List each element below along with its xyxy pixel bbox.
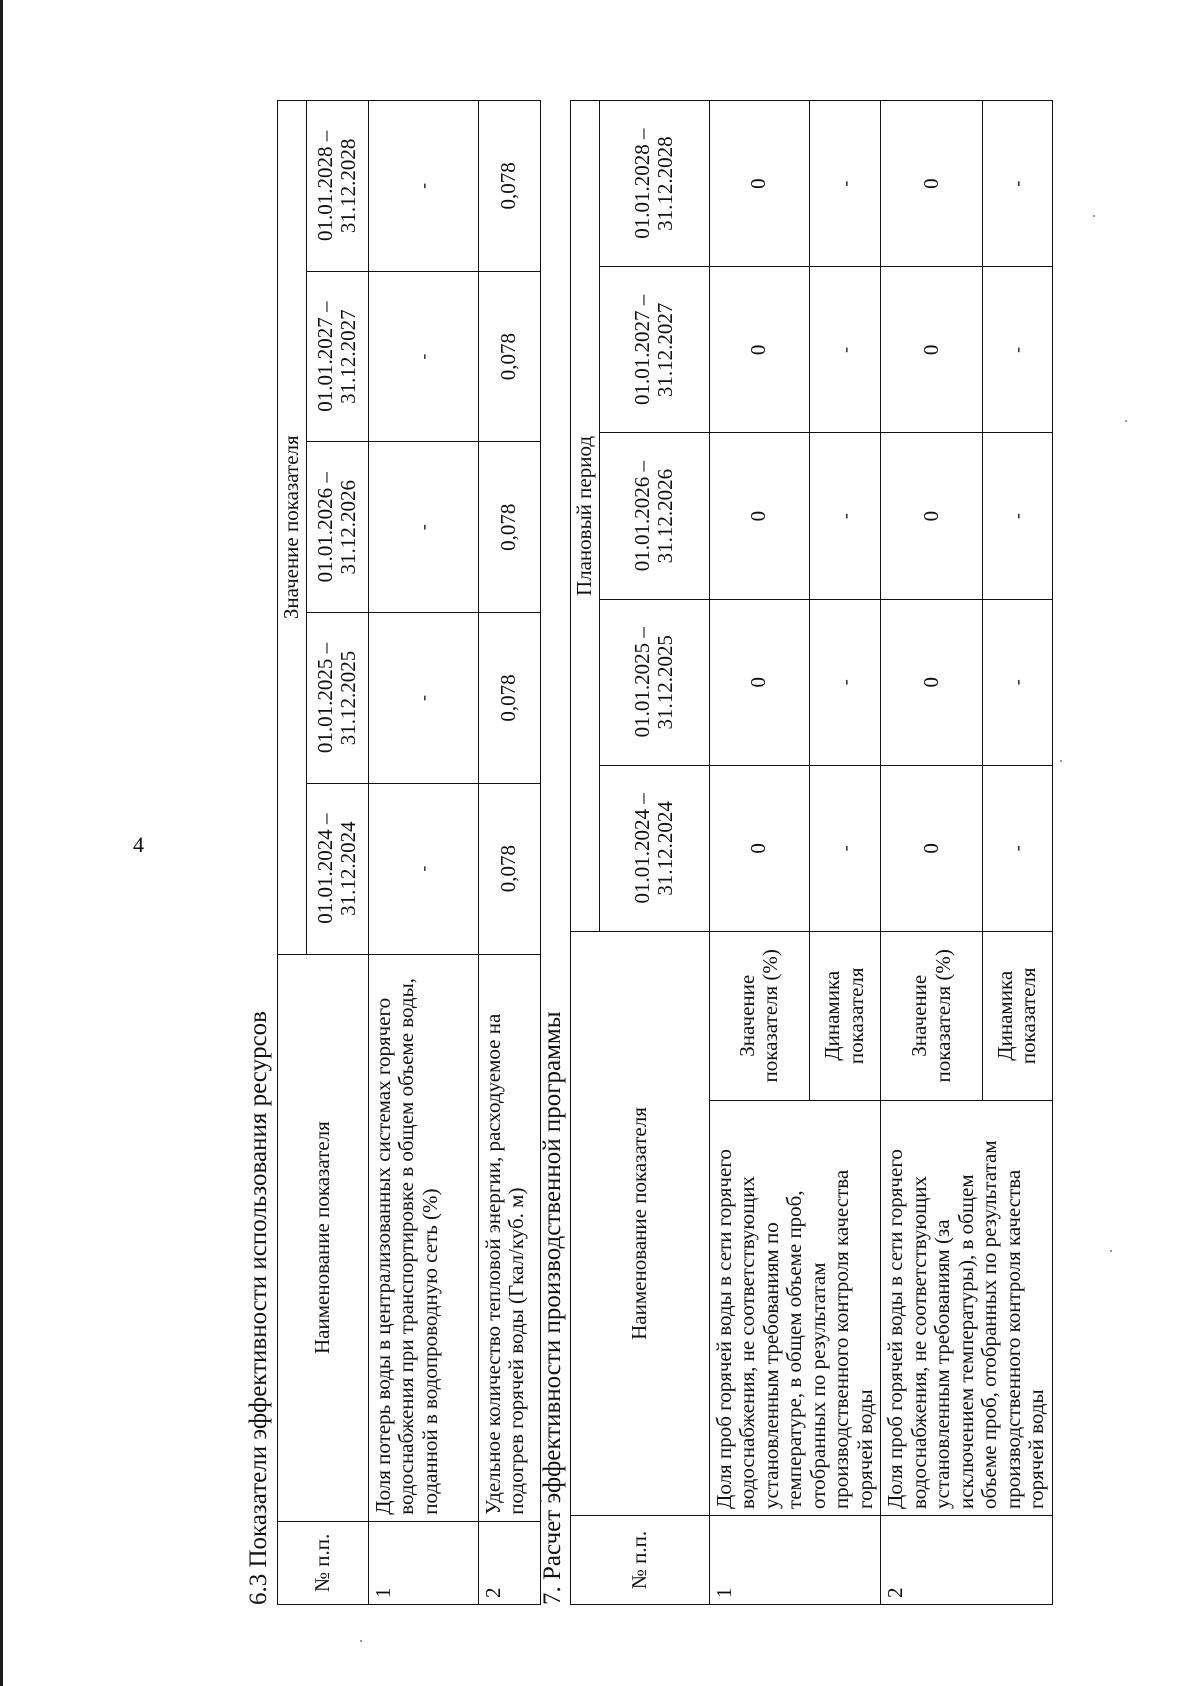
header-num: № п.п. bbox=[278, 1521, 369, 1604]
value-cell: - bbox=[983, 267, 1053, 433]
header-period: 01.01.2025 – 31.12.2025 bbox=[306, 613, 368, 784]
header-period: 01.01.2025 – 31.12.2025 bbox=[599, 599, 709, 765]
row-indicator-name: Доля проб горячей воды в сети горячего водоснабжения, не соответствующих установленным требованиям по температуре, в общем объеме проб, отобранных по результатам производственного контроля качества горячей воды bbox=[709, 1100, 881, 1515]
value-cell: 0,078 bbox=[478, 783, 540, 954]
sub-indicator-label: Значение показателя (%) bbox=[881, 931, 983, 1100]
scan-border-line bbox=[0, 0, 3, 1686]
header-period: 01.01.2024 – 31.12.2024 bbox=[599, 765, 709, 931]
value-cell: 0 bbox=[881, 599, 983, 765]
header-plan-period: Плановый период bbox=[571, 101, 600, 932]
scan-speck bbox=[360, 1640, 362, 1642]
value-cell: - bbox=[368, 101, 478, 272]
header-num: № п.п. bbox=[571, 1515, 710, 1604]
value-cell: 0 bbox=[709, 599, 809, 765]
row-num: 1 bbox=[709, 1515, 881, 1604]
header-period: 01.01.2027 – 31.12.2027 bbox=[306, 271, 368, 442]
value-cell: - bbox=[368, 613, 478, 784]
header-period: 01.01.2024 – 31.12.2024 bbox=[306, 783, 368, 954]
value-cell: - bbox=[809, 101, 881, 267]
table-row bbox=[709, 101, 809, 1605]
value-cell: 0 bbox=[881, 433, 983, 599]
value-cell: - bbox=[809, 765, 881, 931]
value-cell: 0,078 bbox=[478, 271, 540, 442]
row-num: 1 bbox=[368, 1521, 478, 1604]
program-efficiency-table bbox=[570, 100, 1053, 1605]
value-cell: 0 bbox=[709, 433, 809, 599]
table-row bbox=[881, 101, 983, 1605]
value-cell: - bbox=[983, 599, 1053, 765]
page-number: 4 bbox=[133, 832, 144, 857]
header-indicator-name: Наименование показателя bbox=[278, 954, 369, 1521]
value-cell: - bbox=[368, 442, 478, 613]
value-cell: - bbox=[983, 433, 1053, 599]
header-indicator-value: Значение показателя bbox=[278, 101, 307, 955]
header-period: 01.01.2027 – 31.12.2027 bbox=[599, 267, 709, 433]
sub-indicator-label: Значение показателя (%) bbox=[709, 931, 809, 1100]
value-cell: - bbox=[983, 765, 1053, 931]
header-period: 01.01.2028 – 31.12.2028 bbox=[306, 101, 368, 272]
section-7-title: 7. Расчет эффективности производственной программы bbox=[539, 1011, 566, 1605]
sub-indicator-label: Динамика показателя bbox=[983, 931, 1053, 1100]
value-cell: 0 bbox=[881, 101, 983, 267]
value-cell: - bbox=[809, 599, 881, 765]
value-cell: 0,078 bbox=[478, 101, 540, 272]
row-indicator-name: Доля потерь воды в централизованных системах горячего водоснабжения при транспортировке в общем объеме воды, поданной в водопроводную сеть (%) bbox=[368, 954, 478, 1521]
header-period: 01.01.2028 – 31.12.2028 bbox=[599, 101, 709, 267]
value-cell: - bbox=[983, 101, 1053, 267]
sub-indicator-label: Динамика показателя bbox=[809, 931, 881, 1100]
row-indicator-name: Доля проб горячей воды в сети горячего водоснабжения, не соответствующих установленным требованиям (за исключением температуры), в общем объеме проб, отобранных по результатам производственного контроля качества горячей воды bbox=[881, 1100, 1053, 1515]
row-indicator-name: Удельное количество тепловой энергии, расходуемое на подогрев горячей воды (Гкал/куб. м) bbox=[478, 954, 540, 1521]
header-indicator-name: Наименование показателя bbox=[571, 931, 710, 1515]
value-cell: 0 bbox=[881, 765, 983, 931]
value-cell: 0 bbox=[881, 267, 983, 433]
header-period: 01.01.2026 – 31.12.2026 bbox=[306, 442, 368, 613]
value-cell: - bbox=[809, 433, 881, 599]
value-cell: - bbox=[368, 271, 478, 442]
header-period: 01.01.2026 – 31.12.2026 bbox=[599, 433, 709, 599]
value-cell: - bbox=[809, 267, 881, 433]
value-cell: 0 bbox=[709, 267, 809, 433]
table-row bbox=[478, 101, 540, 1605]
rotated-content bbox=[230, 5, 1200, 1605]
value-cell: 0,078 bbox=[478, 613, 540, 784]
section-6-3-title: 6.3 Показатели эффективности использования ресурсов bbox=[245, 1011, 272, 1605]
row-num: 2 bbox=[881, 1515, 1053, 1604]
value-cell: - bbox=[368, 783, 478, 954]
table-row bbox=[368, 101, 478, 1605]
row-num: 2 bbox=[478, 1521, 540, 1604]
value-cell: 0,078 bbox=[478, 442, 540, 613]
value-cell: 0 bbox=[709, 765, 809, 931]
value-cell: 0 bbox=[709, 101, 809, 267]
resource-efficiency-table bbox=[277, 100, 541, 1605]
